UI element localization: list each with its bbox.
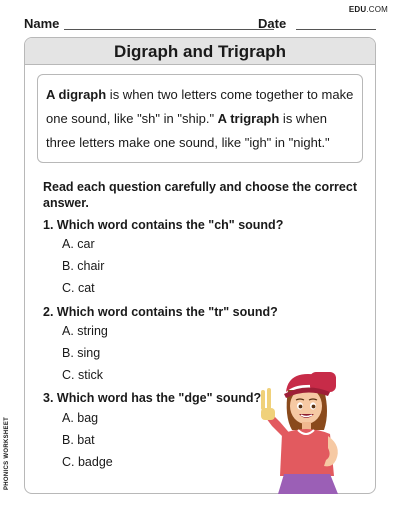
definition-text-digraph: is when two letters come together to make one sound, like "sh" in "ship." — [46, 87, 354, 126]
date-field[interactable] — [296, 29, 376, 30]
name-label: Name — [24, 16, 60, 31]
option-3c[interactable]: C. badge — [62, 455, 113, 469]
question-2: 2. Which word contains the "tr" sound? — [43, 305, 278, 319]
side-label: PHONICS WORKSHEET — [4, 416, 10, 490]
name-date-row — [24, 14, 376, 34]
option-3a[interactable]: A. bag — [62, 411, 99, 425]
option-1c[interactable]: C. cat — [62, 281, 95, 295]
definition-text-trigraph: is when three letters make one sound, like "igh" in "night." — [46, 111, 330, 150]
question-3: 3. Which word has the "dge" sound? — [43, 391, 262, 405]
definition-term-trigraph: A trigraph — [217, 111, 280, 126]
definition-box — [37, 74, 363, 163]
option-2c[interactable]: C. stick — [62, 368, 103, 382]
name-field[interactable] — [64, 29, 274, 30]
brand-suffix: .COM — [366, 5, 388, 14]
option-1a[interactable]: A. car — [62, 237, 95, 251]
date-label: Date — [258, 16, 287, 31]
option-3b[interactable]: B. bat — [62, 433, 95, 447]
question-1: 1. Which word contains the "ch" sound? — [43, 218, 284, 232]
option-2a[interactable]: A. string — [62, 324, 108, 338]
option-1b[interactable]: B. chair — [62, 259, 105, 273]
brand-name: EDU — [348, 5, 367, 14]
option-2b[interactable]: B. sing — [62, 346, 101, 360]
definition-term-digraph: A digraph — [46, 87, 107, 102]
worksheet-title: Digraph and Trigraph — [25, 38, 375, 65]
brand-logo — [349, 5, 388, 14]
instruction-text: Read each question carefully and choose the correct answer. — [43, 180, 357, 210]
girl-illustration — [258, 368, 354, 496]
